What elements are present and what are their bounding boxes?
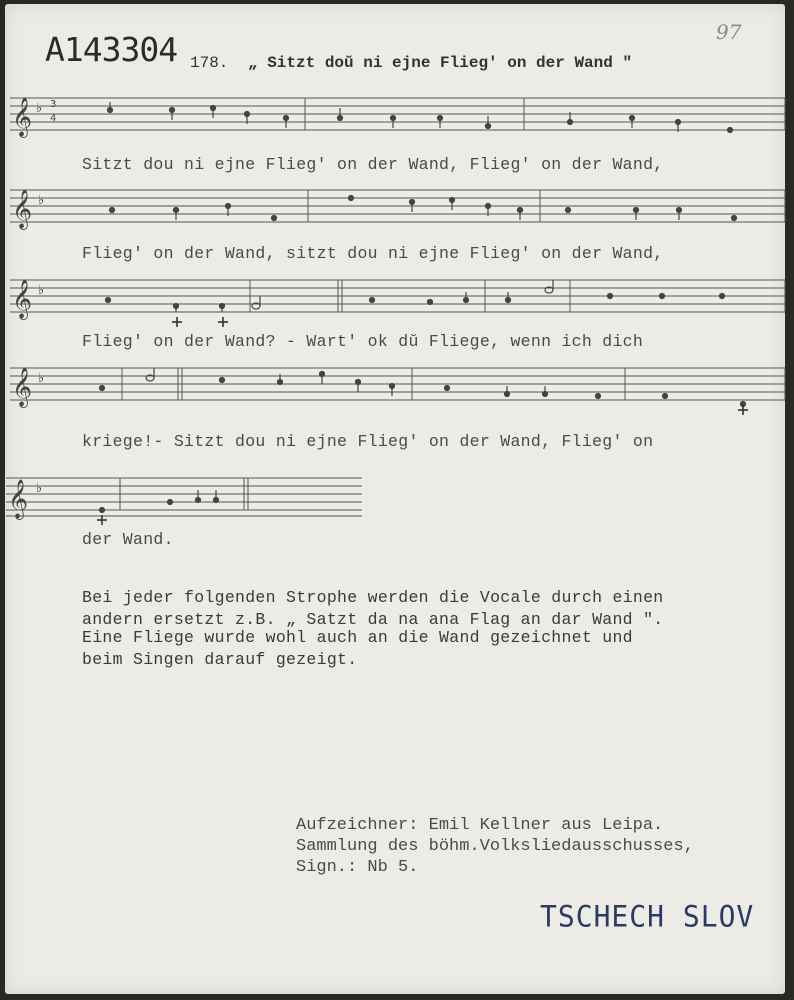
note-line-3: Eine Fliege wurde wohl auch an die Wand gezeichnet und [82,628,633,647]
music-note-icon [100,490,219,513]
lyrics-line-2: Flieg' on der Wand, sitzt dou ni ejne Flieg' on der Wand, [82,244,664,263]
recorder-line-1: Aufzeichner: Emil Kellner aus Leipa. [296,816,664,835]
lyrics-line-4: kriege!- Sitzt dou ni ejne Flieg' on der Wand, Flieg' on [82,432,654,451]
note-line-2: andern ersetzt z.B. „ Satzt da na ana Flag an dar Wand ". [82,610,664,629]
svg-text:♭: ♭ [36,481,43,496]
archive-id: A143304 [45,30,178,69]
svg-text:3: 3 [50,99,57,110]
lyrics-line-3: Flieg' on der Wand? - Wart' ok dŭ Fliege, wenn ich dich [82,332,644,351]
music-note-icon [100,368,746,407]
recorder-line-3: Sign.: Nb 5. [296,858,419,877]
staff-5 [6,478,362,516]
stamp-tschech-slov: TSCHECH SLOV [540,899,755,934]
staff-4 [10,368,785,400]
treble-clef-icon: 𝄞 [12,367,33,407]
song-title: „ Sitzt doŭ ni ejne Flieg' on der Wand " [248,54,633,72]
staff-3 [10,280,785,312]
note-line-1: Bei jeder folgenden Strophe werden die Vocale durch einen [82,588,664,607]
lyrics-line-1: Sitzt dou ni ejne Flieg' on der Wand, Flieg' on der Wand, [82,155,664,174]
treble-clef-icon: 𝄞 [12,279,33,319]
music-note-icon [110,196,737,221]
recorder-line-2: Sammlung des böhm.Volksliedausschusses, [296,837,694,856]
staff-2 [10,190,785,222]
svg-text:♭: ♭ [38,283,45,298]
music-note-icon [108,102,733,133]
treble-clef-icon: 𝄞 [12,97,33,137]
lyrics-line-5: der Wand. [82,530,174,549]
note-line-4: beim Singen darauf gezeigt. [82,650,358,669]
svg-text:♭: ♭ [36,101,43,116]
treble-clef-icon: 𝄞 [8,479,29,519]
page-number: 97 [716,20,742,44]
svg-text:♭: ♭ [38,193,45,208]
staff-1 [10,98,785,130]
treble-clef-icon: 𝄞 [12,189,33,229]
svg-text:4: 4 [50,113,57,124]
svg-text:♭: ♭ [38,371,45,386]
song-number: 178. [190,54,229,72]
